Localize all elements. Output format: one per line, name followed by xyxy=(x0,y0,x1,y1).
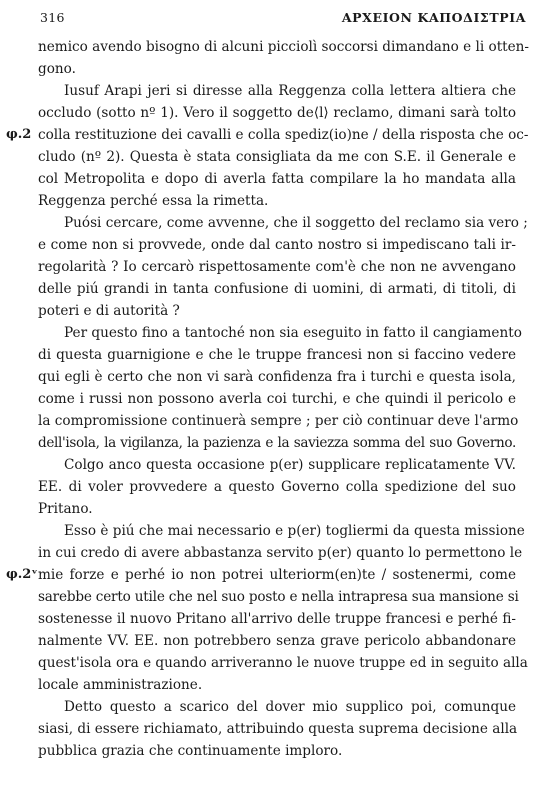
text-line: e come non si provvede, onde dal canto nostro si impediscano tali ir- xyxy=(38,237,516,253)
text-line: EE. di voler provvedere a questo Governo colla spedizione del suo xyxy=(38,479,516,495)
text-line: gono. xyxy=(38,61,76,77)
text-line: colla restituzione dei cavalli e colla spediz(io)ne / della risposta che oc- xyxy=(38,127,529,143)
text-line: di questa guarnigione e che le truppe francesi non si faccino vedere xyxy=(38,347,516,363)
page-header xyxy=(0,10,550,30)
text-line: Detto questo a scarico del dover mio supplico poi, comunque xyxy=(64,699,516,715)
text-line: Per questo fino a tantoché non sia eseguito in fatto il cangiamento xyxy=(64,325,522,341)
text-line: poteri e di autorità ? xyxy=(38,303,180,319)
text-line: nemico avendo bisogno di alcuni picciolì soccorsi dimandano e li otten- xyxy=(38,39,530,55)
text-line: Colgo anco questa occasione p(er) supplicare replicatamente VV. xyxy=(64,457,516,473)
text-line: sarebbe certo utile che nel suo posto e nella intrapresa sua mansione si xyxy=(38,589,519,605)
text-line: la compromissione continuerà sempre ; per ciò continuar deve l'armo xyxy=(38,413,519,429)
text-line: mie forze e perhé io non potrei ulteriorm(en)te / sostenermi, come xyxy=(38,567,516,583)
text-line: qui egli è certo che non vi sarà confidenza fra i turchi e questa isola, xyxy=(38,369,516,385)
text-line: Reggenza perché essa la rimetta. xyxy=(38,193,269,209)
text-line: pubblica grazia che continuamente imploro. xyxy=(38,743,343,759)
text-line: Pritano. xyxy=(38,501,93,517)
text-line: sostenesse il nuovo Pritano all'arrivo delle truppe francesi e perhé fi- xyxy=(38,611,516,627)
text-line: quest'isola ora e quando arriveranno le nuove truppe ed in seguito alla xyxy=(38,655,528,671)
text-line: locale amministrazione. xyxy=(38,677,203,693)
text-line: delle piú grandi in tanta confusione di uomini, di armati, di titoli, di xyxy=(38,281,516,297)
text-line: Iusuf Arapi jeri si diresse alla Reggenza colla lettera altiera che xyxy=(64,83,516,99)
text-line: come i russi non possono averla coi turchi, e che quindi il pericolo e xyxy=(38,391,516,407)
page-number: 316 xyxy=(40,10,65,25)
margin-note-folio-2: φ.2 xyxy=(6,127,32,142)
text-line: cludo (nº 2). Questa è stata consigliata da me con S.E. il Generale e xyxy=(38,149,516,165)
text-line: Esso è piú che mai necessario e p(er) togliermi da questa missione xyxy=(64,523,525,539)
text-line: regolarità ? Io cercarò rispettosamente com'è che non ne avvengano xyxy=(38,259,516,275)
text-line: in cui credo di avere abbastanza servito p(er) quanto lo permettono le xyxy=(38,545,523,561)
running-title: ΑΡΧΕΙΟΝ ΚΑΠΟΔΙΣΤΡΙΑ xyxy=(341,10,526,25)
text-line: Puósi cercare, come avvenne, che il soggetto del reclamo sia vero ; xyxy=(64,215,528,231)
margin-note-folio-2v: φ.2ᵛ xyxy=(6,567,38,582)
text-line: dell'isola, la vigilanza, la pazienza e la saviezza somma del suo Governo. xyxy=(38,435,516,451)
text-line: occludo (sotto nº 1). Vero il soggetto de⟨l⟩ reclamo, dimani sarà tolto xyxy=(38,105,516,121)
text-line: nalmente VV. EE. non potrebbero senza grave pericolo abbandonare xyxy=(38,633,516,649)
text-line: col Metropolita e dopo di averla fatta compilare la ho mandata alla xyxy=(38,171,516,187)
text-line: siasi, di essere richiamato, attribuindo questa suprema decisione alla xyxy=(38,721,518,737)
